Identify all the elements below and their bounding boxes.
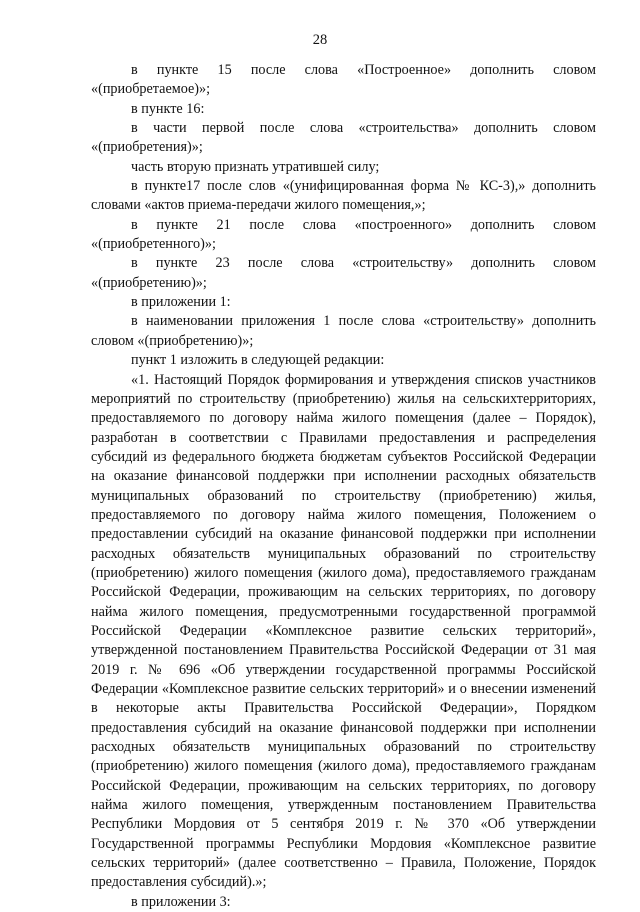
paragraph-item-21-amendment: в пункте 21 после слова «построенного» дополнить словом «(приобретенного)»; — [91, 216, 596, 253]
paragraph-appendix-3-heading: в приложении 3: — [131, 893, 231, 910]
paragraph-point-1-text: «1. Настоящий Порядок формирования и утверждения списков участников мероприятий по строительству (приобретению) жилья на сельскихтерриториях, предоставляемого по договору найма жилого помещения (далее – Порядок), разработан в соответствии с Правилами предоставления и распределения субсидий из федерального бюджета бюджетам субъектов Российской Федерации на оказание финансовой поддержки при исполнении расходных обязательств муниципальных образований по строительству (приобретению) жилья, предоставляемого по договору найма жилого помещения, Положением о предоставлении субсидий на оказание финансовой поддержки при исполнении расходных обязательств муниципальных образований по строительству (приобретению) жилого помещения (жилого дома), предоставляемого гражданам Российской Федерации, проживающим на сельских территориях, по договору найма жилого помещения, предусмотренными государственной программой Российской Федерации «Комплексное развитие сельских территорий», утвержденной постановлением Правительства Российской Федерации от 31 мая 2019 г. № 696 «Об утверждении государственной программы Российской Федерации «Комплексное развитие сельских территорий» и о внесении изменений в некоторые акты Правительства Российской Федерации», Порядком предоставления субсидий на оказание финансовой поддержки при исполнении расходных обязательств муниципальных образований по строительству (приобретению) жилого помещения (жилого дома), предоставляемого гражданам Российской Федерации, проживающим на сельских территориях, по договору найма жилого помещения, утвержденным постановлением Правительства Республики Мордовия от 5 сентября 2019 г. № 370 «Об утверждении Государственной программы Республики Мордовия «Комплексное развитие сельских территорий» (далее соответственно – Правила, Положение, Порядок предоставления субсидий).»; — [91, 371, 596, 891]
paragraph-item-16-heading: в пункте 16: — [131, 100, 205, 117]
paragraph-item-15-amendment: в пункте 15 после слова «Построенное» дополнить словом «(приобретаемое)»; — [91, 62, 596, 98]
paragraph-point-1-intro: пункт 1 изложить в следующей редакции: — [131, 352, 385, 369]
paragraph-item-16-part-two: часть вторую признать утратившей силу; — [131, 158, 380, 175]
paragraph-appendix-1-heading: в приложении 1: — [131, 294, 231, 311]
document-body — [91, 61, 596, 912]
paragraph-item-16-part-one: в части первой после слова «строительства» дополнить словом «(приобретения)»; — [91, 120, 596, 156]
paragraph-item-17-amendment: в пункте17 после слов «(унифицированная форма № КС-3),» дополнить словами «актов приема-передачи жилого помещения,»; — [91, 178, 596, 214]
page-number: 28 — [312, 32, 328, 48]
paragraph-appendix-1-title-amendment: в наименовании приложения 1 после слова «строительству» дополнить словом «(приобретению)»; — [91, 313, 596, 349]
paragraph-item-23-amendment: в пункте 23 после слова «строительству» дополнить словом «(приобретению)»; — [91, 255, 596, 291]
